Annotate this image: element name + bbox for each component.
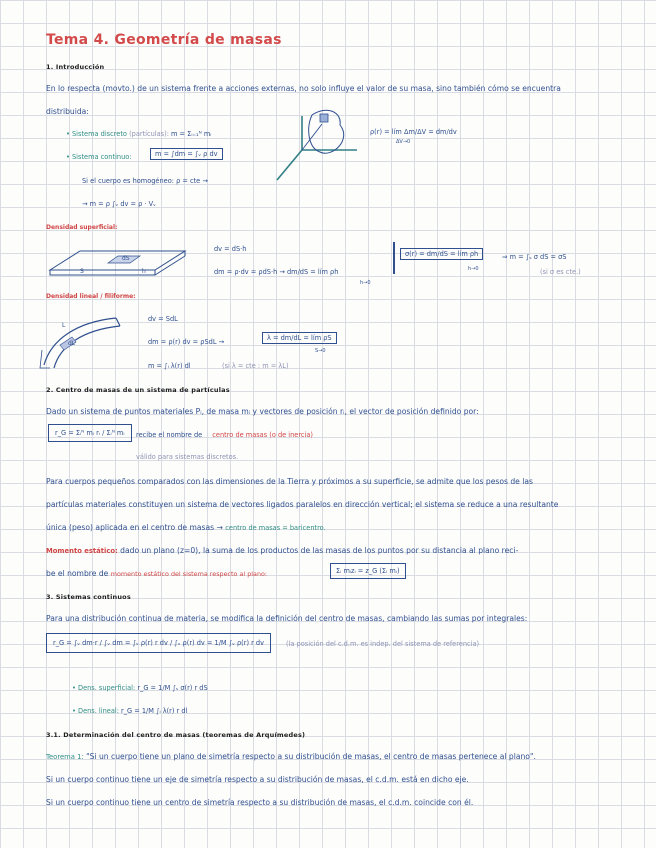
volume-element-figure [272, 100, 362, 185]
surface-dm: dm = ρ·dv = ρdS·h → dm/dS = lím ρh [214, 268, 339, 276]
linear-mass: m = ∫ₗ λ(r) dl [148, 362, 191, 370]
surface-density-heading: Densidad superficial: [46, 224, 118, 231]
com-discrete-formula: r_G = Σᵢᴺ mᵢ rᵢ / Σᵢᴺ mᵢ [48, 424, 132, 442]
surface-com: • Dens. superficial: r_G = 1/M ∫ₛ σ(r) r dS [72, 684, 208, 692]
linear-dm: dm = ρ(r) dv = ρSdL → [148, 338, 225, 346]
theorem-1: Teorema 1: "Si un cuerpo tiene un plano de simetría respecto a su distribución de masas, el centro de masas pertenece al plano". [46, 752, 536, 761]
continuous-com-note: (la posición del c.d.m. es indep. del sistema de referencia) [286, 640, 480, 648]
discrete-bullet: • Sistema discreto (partículas): m = Σᵢ₌₁ᴺ mᵢ [66, 130, 212, 138]
com-name-line: recibe el nombre de centro de masas (o de inercia) [136, 431, 313, 439]
com-intro: Dado un sistema de puntos materiales Pᵢ, de masa mᵢ y vectores de posición rᵢ, el vector de posición definido por: [46, 407, 479, 416]
section-heading-center-of-mass: 2. Centro de masas de un sistema de partículas [46, 386, 230, 394]
intro-line-2: distribuida: [46, 107, 89, 116]
linear-dv: dv = SdL [148, 315, 178, 323]
surface-divider [393, 242, 395, 274]
homogeneous-condition: Si el cuerpo es homogéneo: ρ = cte → [82, 177, 208, 185]
weight-paragraph-1: Para cuerpos pequeños comparados con las dimensiones de la Tierra y próximos a su superficie, se admite que los pesos de las [46, 477, 533, 486]
surface-dv: dv = dS·h [214, 245, 247, 253]
surface-boxed-limit: h→0 [468, 266, 479, 272]
filament-figure [36, 310, 126, 372]
static-moment-line: Momento estático: dado un plano (z=0), la suma de los productos de las masas de los puntos por su distancia al plano reci- [46, 546, 519, 555]
linear-com: • Dens. lineal: r_G = 1/M ∫ₗ λ(r) r dl [72, 707, 188, 715]
static-moment-line-2: be el nombre de momento estático del sistema respecto al plano: [46, 569, 268, 578]
static-moment-formula: Σᵢ mᵢzᵢ = z_G (Σᵢ mᵢ) [330, 563, 406, 579]
weight-paragraph-3: única (peso) aplicada en el centro de masas → centro de masas = baricentro. [46, 523, 326, 532]
com-valid-note: válido para sistemas discretos. [136, 453, 239, 461]
continuous-mass-formula: m = ∫dm = ∫ᵥ ρ dv [150, 148, 223, 160]
continuous-intro: Para una distribución continua de materia, se modifica la definición del centro de masas, cambiando las sumas por integrales: [46, 614, 528, 623]
density-definition: ρ(r) = lím Δm/ΔV = dm/dv [370, 128, 457, 136]
filament-dl-label: dL [68, 340, 76, 347]
surface-dm-limit: h→0 [360, 280, 371, 286]
surface-mass-result: ⇒ m = ∫ₛ σ dS = σS [502, 253, 567, 261]
page-title: Tema 4. Geometría de masas [46, 32, 282, 48]
theorem-2: Si un cuerpo continuo tiene un eje de simetría respecto a su distribución de masas, el c.d.m. está en dicho eje. [46, 775, 469, 784]
weight-paragraph-2: partículas materiales constituyen un sistema de vectores ligados paralelos en dirección vertical; el sistema se reduce a una resultante [46, 500, 559, 509]
linear-density-boxed: λ = dm/dL = lím ρS [262, 332, 337, 344]
section-heading-continuous: 3. Sistemas continuos [46, 593, 131, 601]
linear-note: (si λ = cte : m = λL) [222, 362, 289, 370]
surface-sheet-figure [40, 245, 190, 285]
filament-l-label: L [62, 322, 66, 329]
sheet-h-label: h [142, 268, 146, 275]
section-heading-archimedes: 3.1. Determinación del centro de masas (teoremas de Arquímedes) [46, 731, 306, 739]
surface-density-boxed: σ(r) = dm/dS = lím ρh [400, 248, 483, 260]
sheet-ds-label: dS [122, 255, 130, 262]
sheet-s-label: S [80, 268, 84, 275]
linear-density-heading: Densidad lineal / filiforme: [46, 293, 136, 300]
density-limit: ΔV→0 [396, 139, 411, 145]
continuous-com-formula: r_G = ∫ᵥ dm·r / ∫ᵥ dm = ∫ᵥ ρ(r) r dv / ∫ᵥ ρ(r) dv = 1/M ∫ᵥ ρ(r) r dv [46, 633, 271, 653]
intro-line-1: En lo respecta (movto.) de un sistema frente a acciones externas, no solo influye el valor de su masa, sino también cómo se encuentra [46, 84, 561, 93]
continuous-bullet: • Sistema continuo: [66, 153, 132, 161]
homogeneous-result: → m = ρ ∫ᵥ dv = ρ · Vᵥ [82, 200, 156, 208]
theorem-3: Si un cuerpo continuo tiene un centro de simetría respecto a su distribución de masas, el c.d.m. coincide con él. [46, 798, 474, 807]
linear-boxed-limit: S→0 [315, 348, 326, 354]
surface-note: (si σ es cte.) [540, 268, 581, 276]
section-heading-intro: 1. Introducción [46, 63, 105, 71]
